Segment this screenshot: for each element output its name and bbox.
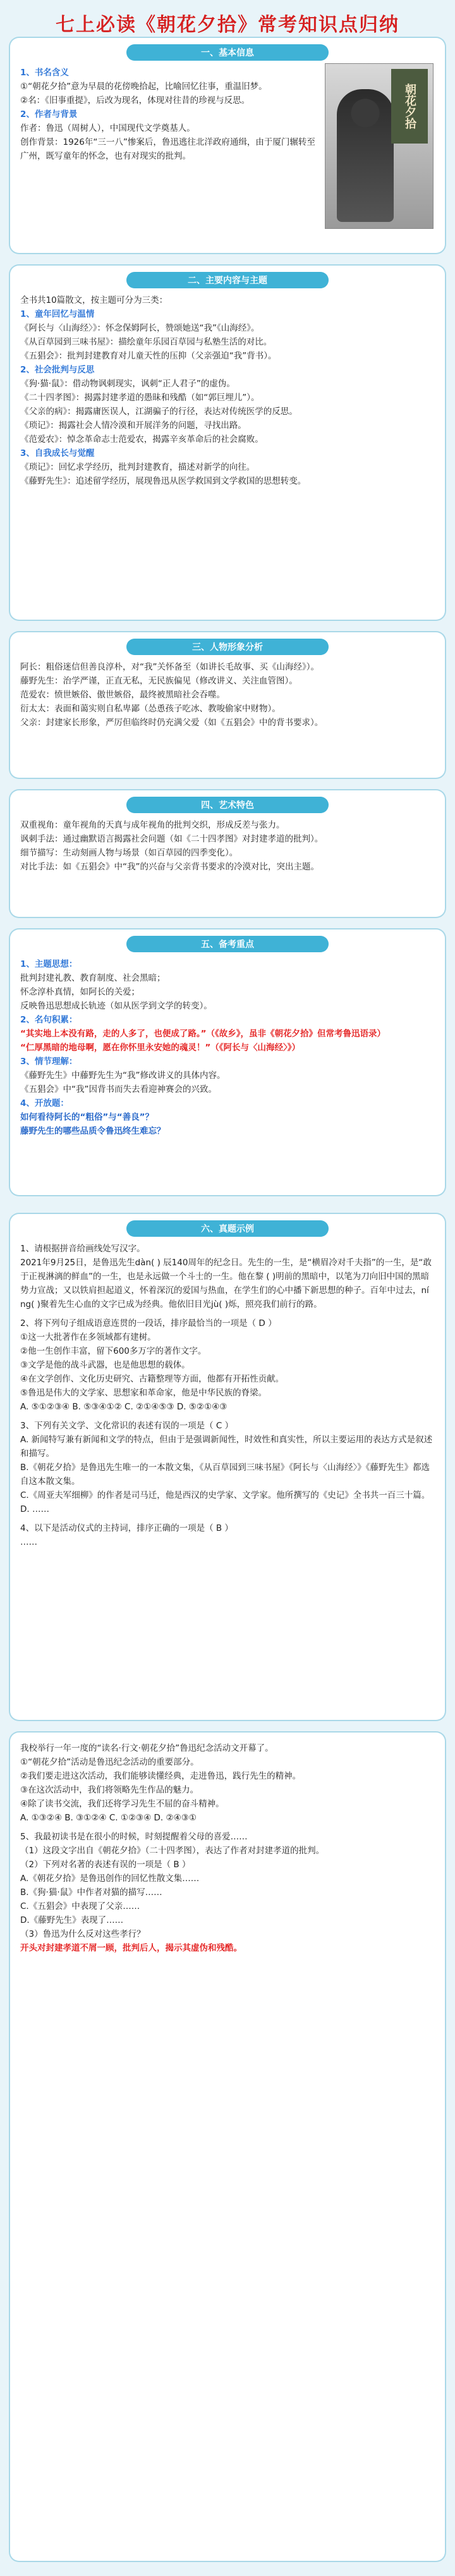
item: （2）下列对名著的表述有误的一项是（ B ） bbox=[20, 1860, 191, 1870]
item: 如何看待阿长的“粗俗”与“善良”？ bbox=[20, 1112, 154, 1122]
option: B.《朝花夕拾》是鲁迅先生唯一的一本散文集，《从百草园到三味书屋》《阿长与〈山海经〉》《藤野先生》都选自这本散文集。 bbox=[20, 1463, 430, 1487]
item: A. ①③②④ B. ③①②④ C. ①②③④ D. ②④③① bbox=[20, 1813, 197, 1823]
item: 反映鲁迅思想成长轨迹（如从医学到文学的转变）。 bbox=[20, 1001, 212, 1011]
item: 双重视角：童年视角的天真与成年视角的批判交织，形成反差与张力。 bbox=[20, 820, 285, 830]
question-title: 2、将下列句子组成语意连贯的一段话，排序最恰当的一项是（ D ） bbox=[20, 1318, 277, 1328]
option: ④在文学创作、文化历史研究、古籍整理等方面，他都有开拓性贡献。 bbox=[20, 1374, 284, 1384]
item: 创作背景：1926年“三一八”惨案后，鲁迅逃往北洋政府通缉，由于厦门辗转至广州，既写童年的怀念，也有对现实的批判。 bbox=[20, 137, 315, 161]
option: C.《周亚夫军细柳》的作者是司马迁，他是西汉的史学家、文学家。他所撰写的《史记》全书共一百三十篇。 bbox=[20, 1490, 430, 1500]
author-photo bbox=[325, 63, 434, 229]
item: 3、情节理解： bbox=[20, 1057, 78, 1067]
item: 细节描写：生动刻画人物与场景（如百草园的四季变化）。 bbox=[20, 848, 238, 858]
item: C.《五猖会》中表现了父亲…… bbox=[20, 1901, 140, 1911]
item: 《五猖会》中“我”因背书而失去看迎神赛会的兴致。 bbox=[20, 1084, 217, 1095]
item: 2、作者与背景 bbox=[20, 109, 78, 120]
item: 《琐记》：揭露社会人情冷漠和开展洋务的问题，寻找出路。 bbox=[20, 420, 246, 431]
book-cover: 朝花夕拾 bbox=[391, 69, 428, 144]
item: 2、名句积累： bbox=[20, 1015, 78, 1025]
section-head: 三、人物形象分析 bbox=[126, 639, 329, 655]
item: 我校举行一年一度的“读名·行文·朝花夕拾”鲁迅纪念活动文开幕了。 bbox=[20, 1743, 274, 1753]
choices: A. ⑤①②③④ B. ⑤③④①② C. ②①④⑤③ D. ⑤②①④③ bbox=[20, 1402, 228, 1412]
item: ②我们要走进这次活动，我们能够读懂经典，走进鲁迅，践行先生的精神。 bbox=[20, 1771, 301, 1781]
section-characters bbox=[10, 632, 445, 778]
option: ③文学是他的战斗武器，也是他思想的载体。 bbox=[20, 1360, 190, 1370]
item: “其实地上本没有路，走的人多了，也便成了路。”（《故乡》，虽非《朝花夕拾》但常考鲁迅语录） bbox=[20, 1029, 385, 1039]
question-title: 1、请根据拼音给画线处写汉字。 bbox=[20, 1244, 145, 1254]
item: 讽刺手法：通过幽默语言揭露社会问题（如《二十四孝图》对封建孝道的批判）。 bbox=[20, 834, 324, 844]
option: D. …… bbox=[20, 1504, 49, 1514]
item: 《范爱农》：悼念革命志士范爱农，揭露辛亥革命后的社会腐败。 bbox=[20, 434, 264, 445]
item: 《琐记》：回忆求学经历，批判封建教育，描述对新学的向往。 bbox=[20, 462, 255, 472]
item: ①“朝花夕拾”意为早晨的花傍晚拾起，比喻回忆往事，重温旧梦。 bbox=[20, 82, 267, 92]
item: ①“朝花夕拾”活动是鲁迅纪念活动的重要部分。 bbox=[20, 1757, 199, 1767]
item: 《从百草园到三味书屋》：描绘童年乐园百草园与私塾生活的对比。 bbox=[20, 337, 272, 347]
item: B.《狗·猫·鼠》中作者对猫的描写…… bbox=[20, 1887, 162, 1898]
section-head: 二、主要内容与主题 bbox=[126, 272, 329, 288]
item: 阿长：粗俗迷信但善良淳朴，对“我”关怀备至（如讲长毛故事、买《山海经》）。 bbox=[20, 662, 319, 672]
item: 藤野先生的哪些品质令鲁迅终生难忘？ bbox=[20, 1126, 166, 1136]
author-figure bbox=[337, 89, 394, 222]
item: 《阿长与〈山海经〉》：怀念保姆阿长，赞颂她送“我”《山海经》。 bbox=[20, 323, 260, 333]
item: 怀念淳朴真情，如阿长的关爱； bbox=[20, 987, 140, 997]
option: A. 新闻特写兼有新闻和文学的特点，但由于是强调新闻性，时效性和真实性，所以主要运用的表达方式是叙述和描写。 bbox=[20, 1435, 433, 1459]
item: D.《藤野先生》表现了…… bbox=[20, 1915, 124, 1925]
item: ③在这次活动中，我们将领略先生作品的魅力。 bbox=[20, 1785, 199, 1795]
item: 范爱农：愤世嫉俗、傲世嫉俗，最终被黑暗社会吞噬。 bbox=[20, 690, 225, 700]
item: 藤野先生：治学严谨，正直无私，无民族偏见（修改讲义、关注血管图）。 bbox=[20, 676, 298, 686]
item: 批判封建礼教、教育制度、社会黑暗； bbox=[20, 973, 166, 983]
item: 父亲：封建家长形象，严厉但临终时仍充满父爱（如《五猖会》中的背书要求）。 bbox=[20, 718, 324, 728]
item: 5、我最初读书是在很小的时候，时刻提醒着父母的喜爱…… bbox=[20, 1832, 248, 1842]
item: 4、开放题： bbox=[20, 1098, 69, 1108]
section-head: 一、基本信息 bbox=[126, 44, 329, 61]
section-art-features bbox=[10, 790, 445, 917]
option: ②他一生创作丰富，留下600多万字的著作文字。 bbox=[20, 1346, 207, 1356]
question-title: 3、下列有关文学、文化常识的表述有误的一项是（ C ） bbox=[20, 1421, 234, 1431]
section-real-exam bbox=[10, 1214, 445, 1720]
question-text: 2021年9月25日，是鲁迅先生dàn( ) 辰140周年的纪念日。先生的一生，是“横眉冷对千夫指”的一生，是“敢于正视淋漓的鲜血”的一生，也是永远做一个斗士的一生。他在黎 ( )明前的黑暗中，以笔为刀向旧中国的黑暗势力宣战；又以铁肩担起道义，怀着深沉的爱国与热血，在学生们的心中播下新思想的种子。百年中过去，ní ng( )聚着先生心血的文字已成为经典。他依旧目光jù( )烁，照亮我们前行的路。 bbox=[20, 1258, 432, 1309]
item: 《二十四孝图》：揭露封建孝道的愚昧和残酷（如“郭巨埋儿”）。 bbox=[20, 393, 260, 403]
section-basic-info bbox=[10, 38, 445, 253]
section-head: 四、艺术特色 bbox=[126, 797, 329, 813]
section-exam-focus bbox=[10, 929, 445, 1195]
section-head: 五、备考重点 bbox=[126, 936, 329, 952]
section-real-exam-continued bbox=[10, 1733, 445, 2561]
question-title: 4、以下是活动仪式的主持词，排序正确的一项是（ B ） bbox=[20, 1523, 233, 1533]
item: 《父亲的病》：揭露庸医误人，江湖骗子的行径，表达对传统医学的反思。 bbox=[20, 407, 298, 417]
item: 1、书名含义 bbox=[20, 68, 69, 78]
item: 1、主题思想： bbox=[20, 959, 78, 969]
item: 对比手法：如《五猖会》中“我”的兴奋与父亲背书要求的冷漠对比，突出主题。 bbox=[20, 862, 319, 872]
item: A.《朝花夕拾》是鲁迅创作的回忆性散文集…… bbox=[20, 1874, 200, 1884]
item: 《狗·猫·鼠》：借动物讽刺现实，讽刺“正人君子”的虚伪。 bbox=[20, 379, 235, 389]
item: 2、社会批判与反思 bbox=[20, 365, 95, 375]
item: 衍太太：表面和蔼实则自私卑鄙（怂恿孩子吃冰、教唆偷家中财物）。 bbox=[20, 704, 281, 714]
option: ①这一大批著作在多领域都有建树。 bbox=[20, 1332, 156, 1342]
section-head: 六、真题示例 bbox=[126, 1220, 329, 1237]
page-title: 七上必读《朝花夕拾》常考知识点归纳 bbox=[56, 14, 399, 36]
option: ⑤鲁迅是伟大的文学家、思想家和革命家，他是中华民族的脊梁。 bbox=[20, 1388, 267, 1398]
item: 作者：鲁迅（周树人），中国现代文学奠基人。 bbox=[20, 123, 195, 133]
item: 《藤野先生》中藤野先生为“我”修改讲义的具体内容。 bbox=[20, 1070, 226, 1081]
item: （3）鲁迅为什么反对这些孝行？ bbox=[20, 1929, 145, 1939]
item: ④除了读书交流，我们还将学习先生不屈的奋斗精神。 bbox=[20, 1799, 224, 1809]
item: （1）这段文字出自《朝花夕拾》（二十四孝图），表达了作者对封建孝道的批判。 bbox=[20, 1846, 325, 1856]
item: ②名：《旧事重提》，后改为现名，体现对往昔的珍视与反思。 bbox=[20, 95, 250, 106]
option: …… bbox=[20, 1537, 37, 1547]
section-content-theme bbox=[10, 266, 445, 620]
item: 开头对封建孝道不屑一顾，批判后人，揭示其虚伪和残酷。 bbox=[20, 1943, 242, 1953]
item: 全书共10篇散文，按主题可分为三类： bbox=[20, 295, 168, 305]
item: 1、童年回忆与温情 bbox=[20, 309, 95, 319]
item: 3、自我成长与觉醒 bbox=[20, 448, 95, 458]
item: 《藤野先生》：追述留学经历，展现鲁迅从医学救国到文学救国的思想转变。 bbox=[20, 476, 306, 486]
item: 《五猖会》：批判封建教育对儿童天性的压抑（父亲强迫“我”背书）。 bbox=[20, 351, 277, 361]
item: “仁厚黑暗的地母啊，愿在你怀里永安她的魂灵！”（《阿长与〈山海经〉》） bbox=[20, 1043, 300, 1053]
